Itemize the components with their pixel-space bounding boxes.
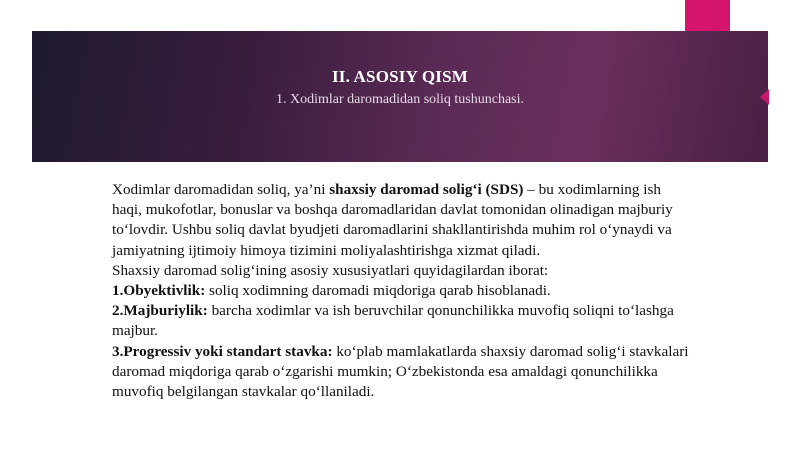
intro-bold-term: shaxsiy daromad solig‘i (SDS) (329, 181, 524, 198)
features-intro: Shaxsiy daromad solig‘ining asosiy xususiyatlari quyidagilardan iborat: (112, 261, 549, 279)
feature-label-1: 1.Obyektivlik: (112, 282, 206, 300)
feature-text-3: ko‘plab mamlakatlarda shaxsiy daromad solig‘i stavkalari daromad miqdoriga qarab o‘zgarishi mumkin; O‘zbekistonda esa amaldagi qonunchilikka muvofiq belgilangan stavkalar qo‘llaniladi. (112, 342, 689, 401)
subtitle-text: Xodimlar daromadidan soliq tushunchasi. (289, 92, 525, 107)
feature-text-2: barcha xodimlar va ish beruvchilar qonunchilikka muvofiq soliqni to‘lashga majbur. (112, 302, 674, 340)
feature-item-1 (112, 281, 692, 301)
intro-text-a: Xodimlar daromadidan soliq, ya’ni (112, 181, 330, 198)
feature-item-2 (112, 301, 692, 341)
feature-label-2: 2.Majburiylik: (112, 302, 208, 320)
feature-item-3 (112, 342, 692, 403)
title-banner (32, 31, 768, 162)
intro-text-b: – bu xodimlarning ish haqi, mukofotlar, bonuslar va boshqa daromadlaridan davlat tomonidan olinadigan majburiy to‘lovdir. Ushbu soliq davlat byudjeti daromadlarini shakllantirishda muhim rol o‘ynaydi va jamiyatning ijtimoiy himoya tizimini moliyalashtirishga xizmat qiladi. (112, 181, 673, 259)
feature-label-3: 3.Progressiv yoki standart stavka: (112, 342, 333, 360)
intro-paragraph (112, 180, 692, 261)
slide-subtitle (32, 92, 768, 108)
slide-title: II. ASOSIY QISM (331, 67, 469, 86)
feature-text-1: soliq xodimning daromadi miqdoriga qarab hisoblanadi. (205, 282, 551, 300)
subtitle-number: 1. (275, 92, 287, 107)
slide-body (112, 180, 692, 402)
